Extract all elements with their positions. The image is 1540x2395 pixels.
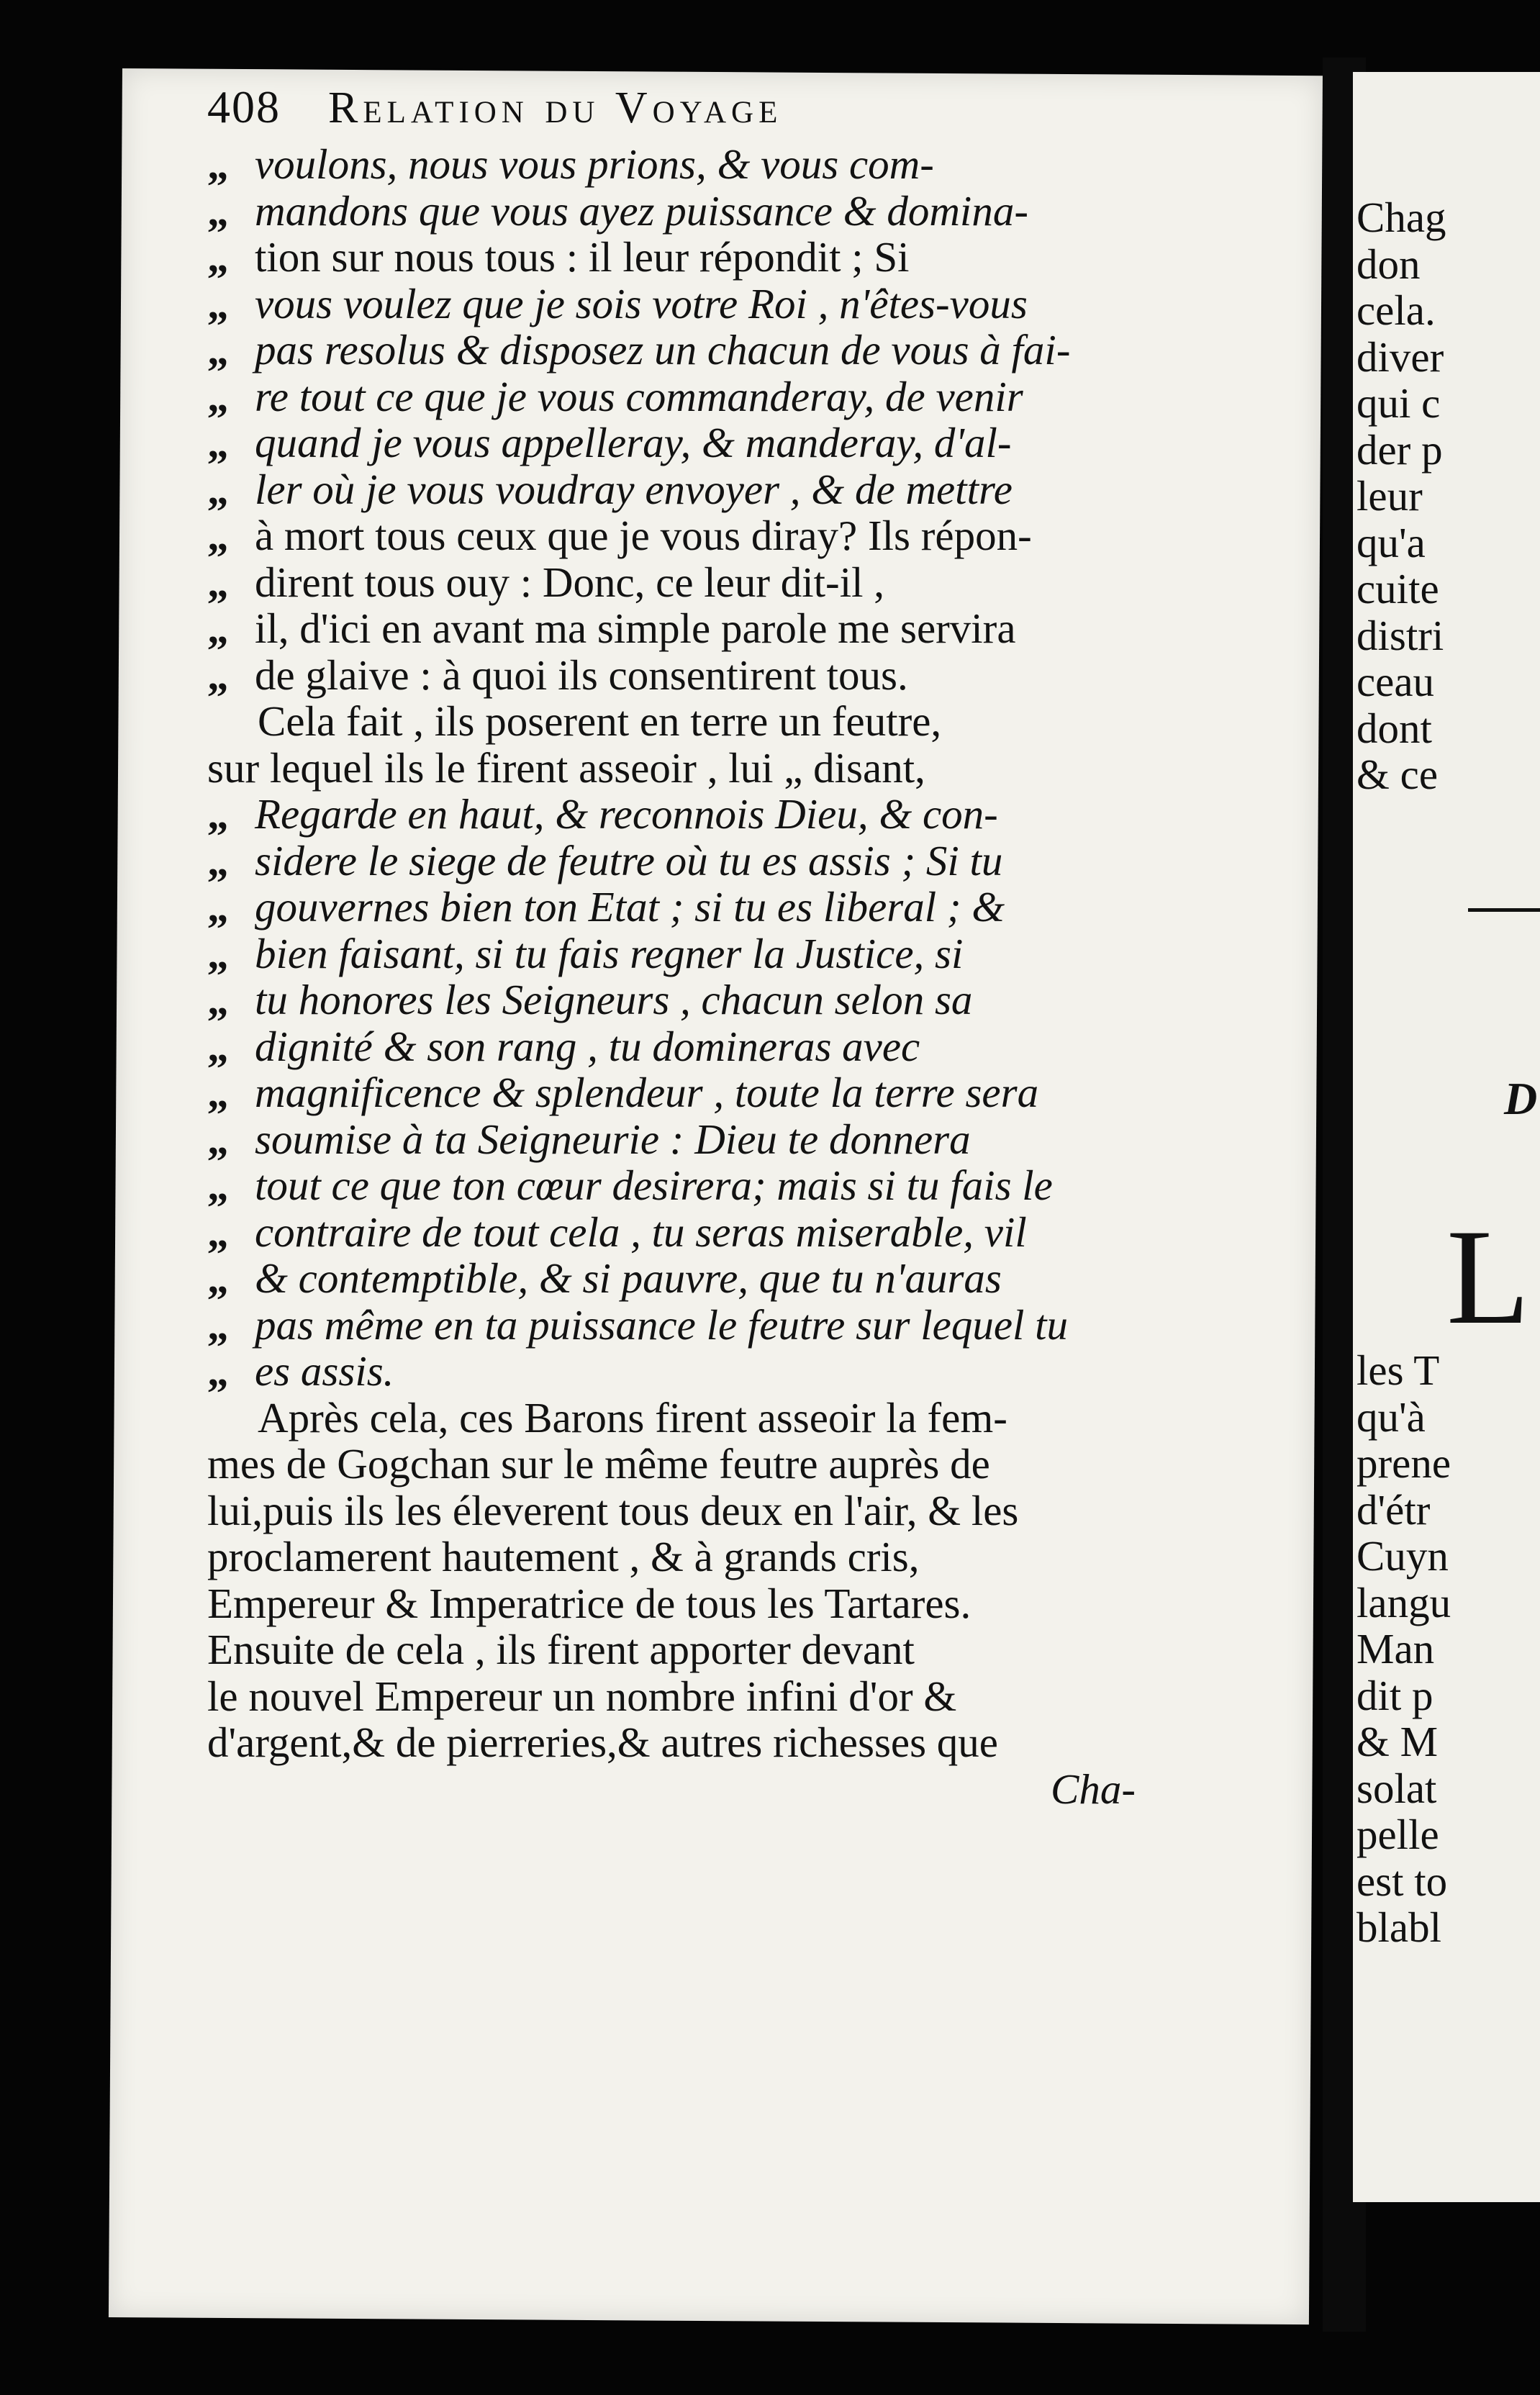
text-line [207, 141, 1143, 188]
quote-mark: „ [207, 233, 229, 281]
quote-mark: „ [207, 558, 229, 606]
text-line [207, 652, 1143, 699]
right-page-line: solat [1356, 1764, 1437, 1812]
text-line [207, 281, 1143, 327]
quote-mark: „ [207, 140, 229, 188]
quote-mark: „ [207, 1208, 229, 1256]
right-page-line: langu [1356, 1578, 1451, 1626]
line-text: gouvernes bien ton Etat ; si tu es liberal ; & [255, 883, 1005, 931]
quote-mark: „ [207, 1347, 229, 1395]
line-text: mandons que vous ayez puissance & domina- [255, 186, 1028, 235]
catchword: Cha- [1051, 1765, 1136, 1813]
line-text: proclamerent hautement , & à grands cris, [207, 1533, 920, 1580]
quote-mark: „ [207, 326, 229, 373]
quote-mark: „ [207, 512, 229, 559]
right-page-line: cela. [1356, 286, 1436, 334]
quote-mark: „ [207, 929, 229, 977]
text-line [207, 512, 1143, 559]
line-text: voulons, nous vous prions, & vous com- [255, 140, 934, 188]
heading-initial: D [1504, 1073, 1538, 1124]
text-line [207, 1673, 1143, 1720]
right-page-line: & ce [1356, 751, 1439, 798]
text-line [207, 977, 1143, 1023]
quote-mark: „ [207, 976, 229, 1023]
quote-mark: „ [207, 465, 229, 513]
line-text: de glaive : à quoi ils consentirent tous. [255, 651, 908, 699]
quote-mark: „ [207, 419, 229, 466]
drop-cap: L [1446, 1202, 1531, 1353]
right-page-line: prene [1356, 1439, 1451, 1487]
text-line [207, 1534, 1143, 1580]
right-page-text [1356, 194, 1540, 798]
text-line [207, 1209, 1143, 1256]
text-line [207, 931, 1143, 977]
section-rule [1468, 908, 1540, 912]
line-text: dignité & son rang , tu domineras avec [255, 1022, 920, 1070]
text-line [207, 1488, 1143, 1534]
quote-mark: „ [207, 836, 229, 884]
line-text: sidere le siege de feutre où tu es assis ; Si tu [255, 836, 1003, 884]
text-line [207, 234, 1143, 281]
line-text: dirent tous ouy : Donc, ce leur dit-il , [255, 558, 884, 606]
text-line [207, 838, 1143, 884]
line-text: sur lequel ils le firent asseoir , lui „ disant, [207, 743, 925, 792]
right-page-line: & M [1356, 1718, 1439, 1765]
right-page-line: dont [1356, 704, 1432, 752]
quote-mark: „ [207, 1022, 229, 1070]
right-page-line: dit p [1356, 1671, 1433, 1719]
text-line [207, 373, 1143, 420]
text-line [207, 745, 1143, 792]
text-line [207, 1626, 1143, 1673]
text-line [207, 791, 1143, 838]
right-page-line: est to [1356, 1857, 1448, 1905]
line-text: Après cela, ces Barons firent asseoir la fem- [258, 1393, 1007, 1441]
right-page-line: pelle [1356, 1811, 1439, 1858]
right-page-line: distri [1356, 611, 1444, 659]
right-page-line: Man [1356, 1625, 1435, 1672]
line-text: lui,puis ils les éleverent tous deux en l'air, & les [207, 1486, 1019, 1534]
text-line [207, 884, 1143, 931]
text-line [207, 1302, 1143, 1349]
line-text: quand je vous appelleray, & manderay, d'al- [255, 419, 1012, 466]
line-text: vous voulez que je sois votre Roi , n'êtes-vous [255, 279, 1028, 327]
main-text [207, 141, 1143, 1812]
quote-mark: „ [207, 1162, 229, 1209]
right-page-line: d'étr [1356, 1485, 1431, 1534]
right-page-line: don [1356, 240, 1421, 288]
right-page-line: qu'à [1356, 1393, 1426, 1441]
line-text: le nouvel Empereur un nombre infini d'or & [207, 1672, 957, 1720]
line-text: mes de Gogchan sur le même feutre auprès de [207, 1440, 990, 1488]
text-line [207, 1023, 1143, 1070]
right-page-line: les T [1356, 1346, 1440, 1394]
line-text: tu honores les Seigneurs , chacun selon sa [255, 976, 973, 1023]
text-line [207, 1580, 1143, 1627]
right-page-line: blabl [1356, 1903, 1441, 1951]
text-line [207, 559, 1143, 606]
line-text: à mort tous ceux que je vous diray? Ils répon- [255, 512, 1032, 559]
quote-mark: „ [207, 1115, 229, 1163]
right-page-line: der p [1356, 425, 1443, 474]
text-line [207, 1719, 1143, 1766]
line-text: ler où je vous voudray envoyer , & de mettre [255, 465, 1013, 513]
quote-mark: „ [207, 1069, 229, 1116]
line-text: tion sur nous tous : il leur répondit ; Si [255, 233, 910, 281]
line-text: Ensuite de cela , ils firent apporter devant [207, 1626, 915, 1673]
line-text: Regarde en haut, & reconnois Dieu, & con- [255, 790, 998, 838]
page-number: 408 [207, 81, 281, 132]
right-page-line: qu'a [1356, 518, 1426, 566]
text-line [207, 1441, 1143, 1488]
quote-mark: „ [207, 651, 229, 699]
line-text: pas resolus & disposez un chacun de vous à fai- [255, 326, 1071, 373]
right-page-line: qui c [1356, 379, 1441, 427]
line-text: Cela fait , ils poserent en terre un feutre, [258, 697, 942, 745]
quote-mark: „ [207, 883, 229, 931]
line-text: d'argent,& de pierreries,& autres richesses que [207, 1719, 998, 1766]
right-page-line: diver [1356, 332, 1444, 381]
line-text: contraire de tout cela , tu seras miserable, vil [255, 1208, 1027, 1256]
line-text: magnificence & splendeur , toute la terre sera [255, 1069, 1039, 1116]
text-line [207, 420, 1143, 466]
quote-mark: „ [207, 790, 229, 838]
text-line [207, 327, 1143, 373]
quote-mark: „ [207, 372, 229, 420]
line-text: es assis. [255, 1347, 394, 1395]
text-line [207, 605, 1143, 652]
text-line [207, 1395, 1143, 1441]
quote-mark: „ [207, 279, 229, 327]
right-page-line: cuite [1356, 565, 1439, 612]
quote-mark: „ [207, 186, 229, 235]
quote-mark: „ [207, 1300, 229, 1349]
line-text: & contemptible, & si pauvre, que tu n'auras [255, 1254, 1002, 1302]
line-text: soumise à ta Seigneurie : Dieu te donnera [255, 1115, 971, 1163]
right-page-line: leur [1356, 472, 1423, 520]
page-header [207, 81, 1136, 134]
text-line [207, 1255, 1143, 1302]
line-text: pas même en ta puissance le feutre sur lequel tu [255, 1300, 1069, 1349]
line-text: Empereur & Imperatrice de tous les Tartares. [207, 1579, 971, 1627]
text-line [207, 466, 1143, 513]
right-page-line: Chag [1356, 194, 1446, 241]
text-line [207, 1069, 1143, 1116]
text-line [207, 1162, 1143, 1209]
line-text: re tout ce que je vous commanderay, de venir [255, 372, 1023, 420]
text-line [207, 188, 1143, 235]
line-text: il, d'ici en avant ma simple parole me servira [255, 605, 1016, 652]
right-page-line: Cuyn [1356, 1532, 1449, 1580]
text-line [207, 698, 1143, 745]
text-line [207, 1348, 1143, 1395]
right-page-text-lower [1356, 1347, 1540, 1951]
line-text: bien faisant, si tu fais regner la Justice, si [255, 929, 964, 977]
quote-mark: „ [207, 1254, 229, 1302]
text-line [207, 1116, 1143, 1163]
line-text: tout ce que ton cœur desirera; mais si tu fais le [255, 1162, 1053, 1209]
running-title: Relation du Voyage [328, 83, 783, 132]
quote-mark: „ [207, 605, 229, 652]
right-page-line: ceau [1356, 658, 1435, 705]
